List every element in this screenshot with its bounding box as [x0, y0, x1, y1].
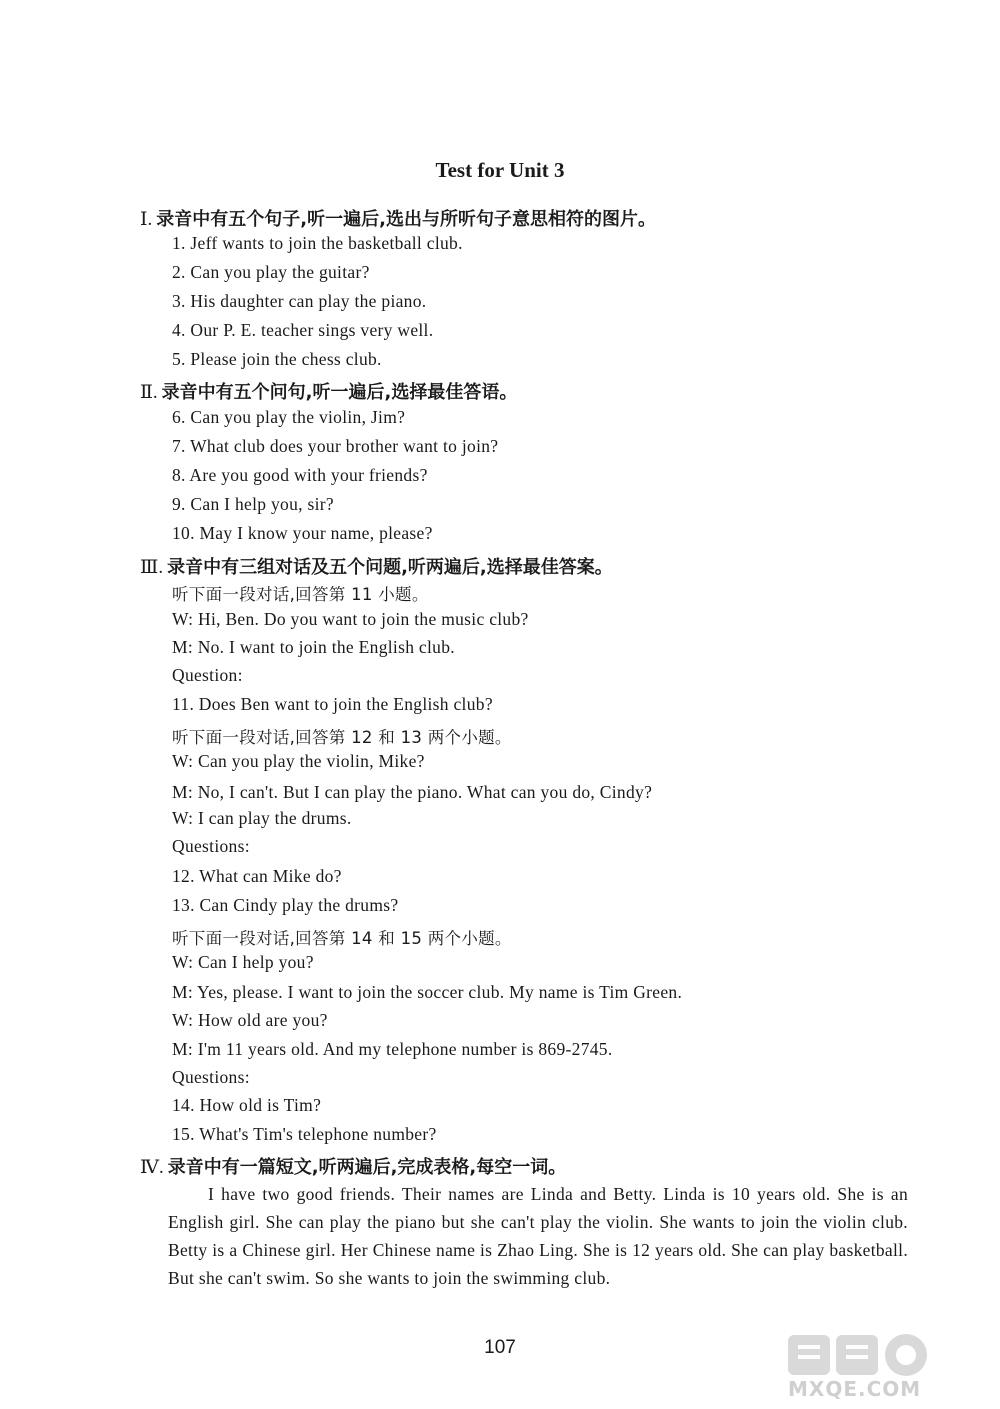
dialogue-instruction: 听下面一段对话,回答第 11 小题。 [172, 585, 429, 604]
section-2-heading [140, 378, 517, 404]
question-line: 15. What's Tim's telephone number? [172, 1124, 437, 1144]
dialogue-instruction: 听下面一段对话,回答第 14 和 15 两个小题。 [172, 929, 512, 948]
section-4-heading [140, 1153, 566, 1179]
section-1-heading [140, 205, 656, 231]
listening-passage: I have two good friends. Their names are Linda and Betty. Linda is 10 years old. She is an English girl. She can play the piano but she can't play the violin. She wants to join the violin club. Betty is a Chinese girl. Her Chinese name is Zhao Ling. She is 12 years old. She can play basketball. But she can't swim. So she wants to join the swimming club. [168, 1184, 908, 1288]
dialogue-line: W: Can you play the violin, Mike? [172, 751, 425, 771]
script-line: 2. Can you play the guitar? [172, 262, 370, 282]
section-instruction: 录音中有五个句子,听一遍后,选出与所听句子意思相符的图片。 [156, 209, 656, 230]
watermark-text: MXQE.COM [788, 1377, 922, 1401]
section-instruction: 录音中有五个问句,听一遍后,选择最佳答语。 [161, 382, 518, 403]
question-line: 12. What can Mike do? [172, 866, 342, 886]
script-line: 3. His daughter can play the piano. [172, 291, 427, 311]
dialogue-line: W: I can play the drums. [172, 808, 352, 828]
script-line: 5. Please join the chess club. [172, 349, 382, 369]
script-line: 10. May I know your name, please? [172, 523, 433, 543]
question-line: 14. How old is Tim? [172, 1095, 322, 1115]
script-line: 6. Can you play the violin, Jim? [172, 407, 406, 427]
page-number: 107 [484, 1337, 516, 1358]
section-number: Ⅲ. [140, 557, 164, 578]
script-line: 4. Our P. E. teacher sings very well. [172, 320, 434, 340]
script-line: 9. Can I help you, sir? [172, 494, 334, 514]
section-3-heading [140, 553, 613, 579]
dialogue-line: M: I'm 11 years old. And my telephone number is 869-2745. [172, 1039, 613, 1059]
dialogue-line: M: No. I want to join the English club. [172, 637, 455, 657]
dialogue-line: W: Hi, Ben. Do you want to join the music club? [172, 609, 529, 629]
dialogue-line: M: No, I can't. But I can play the piano. What can you do, Cindy? [172, 782, 653, 802]
script-line: 1. Jeff wants to join the basketball club. [172, 233, 463, 253]
section-number: Ⅳ. [140, 1157, 164, 1178]
dialogue-line: M: Yes, please. I want to join the soccer club. My name is Tim Green. [172, 982, 683, 1002]
question-line: 11. Does Ben want to join the English club? [172, 694, 493, 714]
section-instruction: 录音中有三组对话及五个问题,听两遍后,选择最佳答案。 [167, 557, 613, 578]
script-line: 8. Are you good with your friends? [172, 465, 428, 485]
section-number: Ⅱ. [140, 382, 158, 403]
question-label: Questions: [172, 1067, 250, 1087]
section-instruction: 录音中有一篇短文,听两遍后,完成表格,每空一词。 [167, 1157, 567, 1178]
section-number: Ⅰ. [140, 209, 153, 230]
script-line: 7. What club does your brother want to join? [172, 436, 499, 456]
dialogue-line: W: Can I help you? [172, 952, 314, 972]
question-label: Question: [172, 665, 243, 685]
page-title: Test for Unit 3 [435, 158, 565, 182]
dialogue-instruction: 听下面一段对话,回答第 12 和 13 两个小题。 [172, 728, 512, 747]
dialogue-line: W: How old are you? [172, 1010, 328, 1030]
question-line: 13. Can Cindy play the drums? [172, 895, 399, 915]
watermark-logo [782, 1331, 982, 1401]
question-label: Questions: [172, 836, 250, 856]
